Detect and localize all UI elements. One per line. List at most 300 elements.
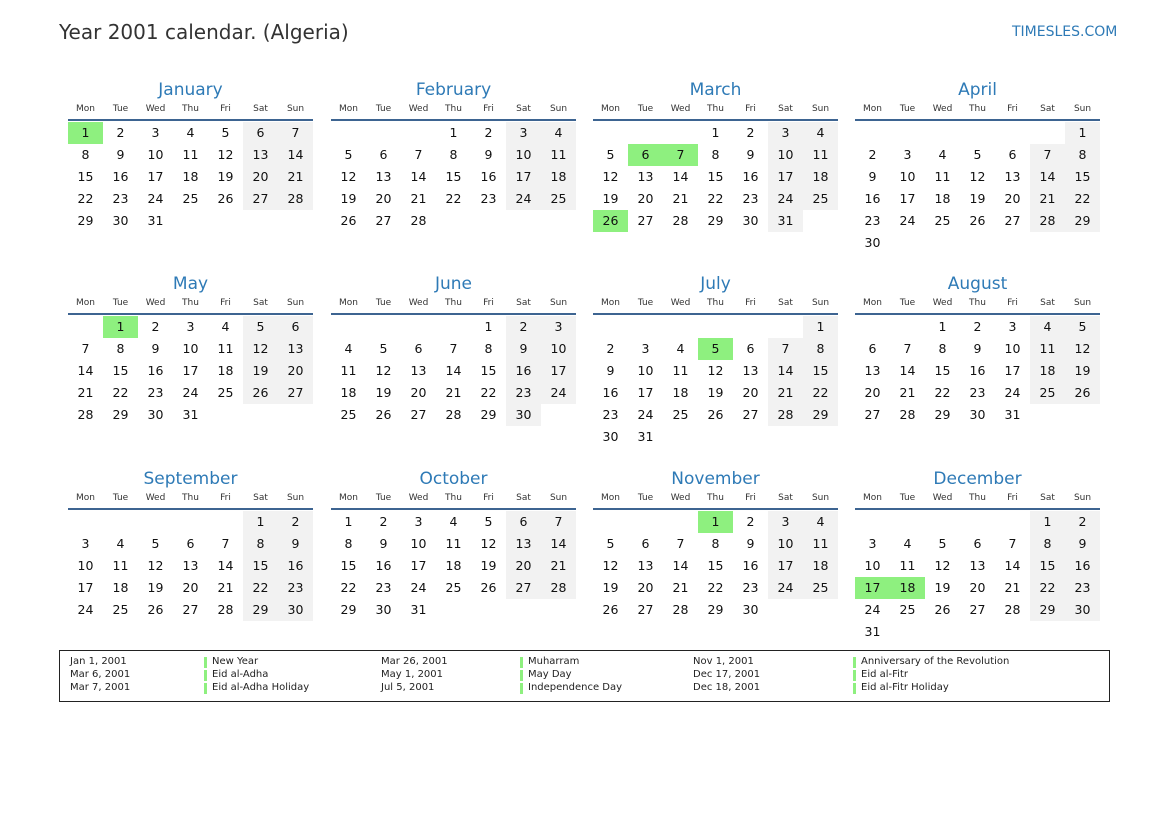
month-name: June	[434, 274, 473, 294]
day-cell: 28	[217, 602, 234, 617]
day-cell: 4	[449, 514, 458, 529]
header-rule	[593, 313, 838, 315]
day-cell: 28	[278, 188, 313, 210]
day-cell: 18	[803, 555, 838, 577]
day-cell: 8	[449, 147, 458, 162]
day-cell: 10	[637, 363, 654, 378]
day-cell: 11	[934, 169, 951, 184]
day-cell: 2	[973, 319, 982, 334]
day-cell: 18	[217, 363, 234, 378]
weekday-header: Mon	[863, 298, 882, 308]
day-cell: 29	[803, 404, 838, 426]
day-cell: 10	[768, 144, 803, 166]
weekday-header: Tue	[637, 104, 654, 114]
day-cell: 20	[243, 166, 278, 188]
day-cell: 23	[147, 385, 164, 400]
day-cell: 13	[243, 144, 278, 166]
day-cell: 10	[864, 558, 881, 573]
weekday-header: Sat	[778, 104, 793, 114]
day-cell: 16	[742, 558, 759, 573]
day-cell: 8	[711, 147, 720, 162]
month-name: December	[933, 469, 1022, 489]
weekday-header: Fri	[483, 298, 494, 308]
weekday-header: Thu	[707, 104, 724, 114]
weekday-header: Fri	[220, 104, 231, 114]
month-name: March	[689, 80, 742, 100]
day-cell: 25	[340, 407, 357, 422]
day-cell: 19	[217, 169, 234, 184]
weekday-header: Fri	[1007, 298, 1018, 308]
day-cell: 1	[243, 511, 278, 533]
day-cell: 15	[445, 169, 462, 184]
day-cell: 7	[278, 122, 313, 144]
day-cell: 17	[768, 166, 803, 188]
header-rule	[331, 119, 576, 121]
legend-holiday-name: Eid al-Fitr	[861, 669, 908, 680]
day-cell: 25	[1030, 382, 1065, 404]
day-cell: 30	[864, 235, 881, 250]
day-cell: 30	[602, 429, 619, 444]
day-cell: 16	[506, 360, 541, 382]
day-cell: 5	[484, 514, 493, 529]
day-cell: 22	[707, 580, 724, 595]
weekday-header: Thu	[969, 104, 986, 114]
day-cell: 2	[868, 147, 877, 162]
day-cell: 22	[707, 191, 724, 206]
weekday-header: Tue	[899, 493, 916, 503]
day-cell: 17	[1004, 363, 1021, 378]
day-cell: 5	[221, 125, 230, 140]
weekday-header: Sat	[516, 493, 531, 503]
day-cell: 27	[243, 188, 278, 210]
day-cell: 12	[602, 169, 619, 184]
day-cell: 8	[484, 341, 493, 356]
day-cell: 17	[899, 191, 916, 206]
holiday-day-cell: 26	[593, 210, 628, 232]
weekday-header: Mon	[339, 104, 358, 114]
weekday-header: Mon	[601, 493, 620, 503]
day-cell: 10	[410, 536, 427, 551]
weekday-header: Sun	[286, 298, 305, 308]
day-cell: 16	[112, 169, 129, 184]
day-cell: 7	[676, 536, 685, 551]
day-cell: 24	[77, 602, 94, 617]
day-cell: 20	[864, 385, 881, 400]
legend-color-marker	[853, 657, 856, 668]
day-cell: 16	[969, 363, 986, 378]
day-cell: 30	[742, 602, 759, 617]
header-rule	[331, 313, 576, 315]
day-cell: 13	[742, 363, 759, 378]
day-cell: 7	[449, 341, 458, 356]
day-cell: 3	[768, 511, 803, 533]
day-cell: 27	[375, 213, 392, 228]
day-cell: 1	[484, 319, 493, 334]
day-cell: 15	[707, 558, 724, 573]
day-cell: 27	[637, 213, 654, 228]
weekday-header: Mon	[76, 493, 95, 503]
weekday-header: Tue	[112, 493, 129, 503]
day-cell: 15	[707, 169, 724, 184]
day-cell: 20	[637, 191, 654, 206]
day-cell: 25	[445, 580, 462, 595]
weekday-header: Fri	[483, 493, 494, 503]
weekday-header: Thu	[445, 104, 462, 114]
day-cell: 16	[375, 558, 392, 573]
day-cell: 11	[217, 341, 234, 356]
day-cell: 1	[449, 125, 458, 140]
day-cell: 24	[768, 577, 803, 599]
day-cell: 14	[77, 363, 94, 378]
day-cell: 6	[746, 341, 755, 356]
weekday-header: Fri	[745, 298, 756, 308]
day-cell: 26	[340, 213, 357, 228]
day-cell: 3	[506, 122, 541, 144]
legend-color-marker	[853, 670, 856, 681]
day-cell: 3	[541, 316, 576, 338]
day-cell: 16	[742, 169, 759, 184]
day-cell: 21	[77, 385, 94, 400]
day-cell: 24	[1004, 385, 1021, 400]
weekday-header: Thu	[707, 493, 724, 503]
day-cell: 6	[186, 536, 195, 551]
day-cell: 6	[641, 536, 650, 551]
weekday-header: Wed	[145, 493, 166, 503]
weekday-header: Wed	[670, 298, 691, 308]
day-cell: 19	[707, 385, 724, 400]
day-cell: 22	[1030, 577, 1065, 599]
day-cell: 27	[410, 407, 427, 422]
day-cell: 17	[768, 555, 803, 577]
day-cell: 15	[803, 360, 838, 382]
header-rule	[593, 119, 838, 121]
legend-holiday-name: New Year	[212, 656, 259, 667]
day-cell: 18	[182, 169, 199, 184]
legend-date: Mar 26, 2001	[381, 656, 448, 667]
day-cell: 21	[899, 385, 916, 400]
day-cell: 20	[182, 580, 199, 595]
day-cell: 21	[410, 191, 427, 206]
day-cell: 7	[414, 147, 423, 162]
day-cell: 26	[602, 602, 619, 617]
day-cell: 22	[112, 385, 129, 400]
day-cell: 22	[934, 385, 951, 400]
day-cell: 16	[864, 191, 881, 206]
weekday-header: Sun	[549, 104, 568, 114]
day-cell: 22	[77, 191, 94, 206]
day-cell: 29	[707, 602, 724, 617]
legend-holiday-name: Eid al-Adha	[212, 669, 269, 680]
day-cell: 2	[506, 316, 541, 338]
day-cell: 13	[278, 338, 313, 360]
day-cell: 21	[1004, 580, 1021, 595]
day-cell: 17	[182, 363, 199, 378]
holiday-day-cell: 18	[890, 577, 925, 599]
legend-date: May 1, 2001	[381, 669, 444, 680]
day-cell: 19	[969, 191, 986, 206]
day-cell: 28	[410, 213, 427, 228]
day-cell: 22	[445, 191, 462, 206]
day-cell: 12	[217, 147, 234, 162]
day-cell: 4	[221, 319, 230, 334]
day-cell: 9	[746, 536, 755, 551]
day-cell: 6	[243, 122, 278, 144]
day-cell: 28	[899, 407, 916, 422]
day-cell: 18	[1030, 360, 1065, 382]
day-cell: 11	[803, 144, 838, 166]
day-cell: 30	[742, 213, 759, 228]
day-cell: 20	[410, 385, 427, 400]
day-cell: 21	[672, 580, 689, 595]
day-cell: 28	[1004, 602, 1021, 617]
day-cell: 23	[742, 580, 759, 595]
legend-color-marker	[204, 657, 207, 668]
holiday-day-cell: 6	[628, 144, 663, 166]
day-cell: 21	[278, 166, 313, 188]
day-cell: 20	[506, 555, 541, 577]
day-cell: 23	[742, 191, 759, 206]
day-cell: 20	[1004, 191, 1021, 206]
weekday-header: Sun	[811, 104, 830, 114]
weekday-header: Mon	[601, 104, 620, 114]
day-cell: 12	[1065, 338, 1100, 360]
weekday-header: Fri	[220, 493, 231, 503]
weekday-header: Thu	[969, 493, 986, 503]
day-cell: 16	[278, 555, 313, 577]
day-cell: 31	[410, 602, 427, 617]
day-cell: 29	[707, 213, 724, 228]
day-cell: 18	[934, 191, 951, 206]
day-cell: 20	[969, 580, 986, 595]
weekday-header: Tue	[899, 298, 916, 308]
day-cell: 24	[637, 407, 654, 422]
weekday-header: Mon	[601, 298, 620, 308]
day-cell: 2	[151, 319, 160, 334]
day-cell: 14	[1004, 558, 1021, 573]
day-cell: 11	[340, 363, 357, 378]
day-cell: 30	[506, 404, 541, 426]
weekday-header: Mon	[863, 104, 882, 114]
day-cell: 10	[541, 338, 576, 360]
weekday-header: Mon	[339, 298, 358, 308]
header-rule	[855, 313, 1100, 315]
weekday-header: Thu	[707, 298, 724, 308]
site-link[interactable]: TIMESLES.COM	[1012, 24, 1118, 40]
day-cell: 2	[379, 514, 388, 529]
day-cell: 21	[445, 385, 462, 400]
day-cell: 20	[278, 360, 313, 382]
day-cell: 27	[969, 602, 986, 617]
day-cell: 15	[1065, 166, 1100, 188]
month-name: May	[172, 274, 209, 294]
day-cell: 4	[186, 125, 195, 140]
day-cell: 4	[541, 122, 576, 144]
day-cell: 23	[506, 382, 541, 404]
weekday-header: Wed	[408, 493, 429, 503]
day-cell: 26	[934, 602, 951, 617]
day-cell: 7	[81, 341, 90, 356]
day-cell: 30	[112, 213, 129, 228]
day-cell: 28	[445, 407, 462, 422]
day-cell: 8	[243, 533, 278, 555]
day-cell: 10	[77, 558, 94, 573]
day-cell: 27	[742, 407, 759, 422]
day-cell: 24	[768, 188, 803, 210]
day-cell: 3	[414, 514, 423, 529]
weekday-header: Tue	[899, 104, 916, 114]
day-cell: 8	[344, 536, 353, 551]
holiday-day-cell: 7	[663, 144, 698, 166]
weekday-header: Sun	[549, 298, 568, 308]
day-cell: 23	[602, 407, 619, 422]
month-name: October	[419, 469, 488, 489]
day-cell: 3	[1008, 319, 1017, 334]
day-cell: 3	[768, 122, 803, 144]
day-cell: 30	[969, 407, 986, 422]
day-cell: 12	[934, 558, 951, 573]
day-cell: 11	[112, 558, 129, 573]
day-cell: 23	[480, 191, 497, 206]
header-rule	[855, 508, 1100, 510]
day-cell: 5	[606, 536, 615, 551]
day-cell: 29	[1030, 599, 1065, 621]
weekday-header: Fri	[1007, 104, 1018, 114]
day-cell: 29	[1065, 210, 1100, 232]
weekday-header: Sat	[1040, 493, 1055, 503]
day-cell: 29	[934, 407, 951, 422]
day-cell: 28	[672, 213, 689, 228]
weekday-header: Sat	[253, 493, 268, 503]
day-cell: 18	[445, 558, 462, 573]
day-cell: 22	[243, 577, 278, 599]
day-cell: 17	[637, 385, 654, 400]
header-rule	[68, 119, 313, 121]
day-cell: 17	[147, 169, 164, 184]
weekday-header: Mon	[863, 493, 882, 503]
day-cell: 5	[973, 147, 982, 162]
day-cell: 12	[480, 536, 497, 551]
weekday-header: Tue	[375, 298, 392, 308]
day-cell: 7	[1008, 536, 1017, 551]
weekday-header: Wed	[145, 298, 166, 308]
day-cell: 15	[934, 363, 951, 378]
weekday-header: Tue	[112, 104, 129, 114]
day-cell: 11	[1030, 338, 1065, 360]
day-cell: 31	[182, 407, 199, 422]
day-cell: 19	[147, 580, 164, 595]
weekday-header: Thu	[445, 493, 462, 503]
day-cell: 6	[868, 341, 877, 356]
day-cell: 8	[803, 338, 838, 360]
day-cell: 3	[868, 536, 877, 551]
day-cell: 23	[1065, 577, 1100, 599]
day-cell: 25	[217, 385, 234, 400]
day-cell: 15	[340, 558, 357, 573]
weekday-header: Fri	[1007, 493, 1018, 503]
day-cell: 11	[445, 536, 462, 551]
day-cell: 5	[938, 536, 947, 551]
weekday-header: Sun	[286, 104, 305, 114]
day-cell: 9	[868, 169, 877, 184]
day-cell: 20	[375, 191, 392, 206]
day-cell: 3	[151, 125, 160, 140]
day-cell: 10	[182, 341, 199, 356]
day-cell: 18	[803, 166, 838, 188]
day-cell: 12	[147, 558, 164, 573]
header-rule	[68, 313, 313, 315]
legend-date: Dec 17, 2001	[693, 669, 761, 680]
day-cell: 14	[445, 363, 462, 378]
weekday-header: Sat	[1040, 104, 1055, 114]
day-cell: 19	[602, 580, 619, 595]
weekday-header: Wed	[932, 298, 953, 308]
day-cell: 19	[1065, 360, 1100, 382]
weekday-header: Sat	[516, 298, 531, 308]
weekday-header: Sun	[811, 493, 830, 503]
day-cell: 29	[112, 407, 129, 422]
day-cell: 26	[969, 213, 986, 228]
day-cell: 19	[480, 558, 497, 573]
day-cell: 4	[116, 536, 125, 551]
weekday-header: Mon	[76, 104, 95, 114]
day-cell: 26	[217, 191, 234, 206]
day-cell: 5	[151, 536, 160, 551]
page-title: Year 2001 calendar. (Algeria)	[59, 20, 349, 44]
day-cell: 26	[375, 407, 392, 422]
day-cell: 27	[864, 407, 881, 422]
day-cell: 7	[541, 511, 576, 533]
weekday-header: Tue	[637, 298, 654, 308]
legend-date: Mar 7, 2001	[70, 682, 131, 693]
day-cell: 14	[1030, 166, 1065, 188]
day-cell: 23	[864, 213, 881, 228]
day-cell: 12	[340, 169, 357, 184]
legend-date: Dec 18, 2001	[693, 682, 761, 693]
day-cell: 1	[938, 319, 947, 334]
weekday-header: Wed	[145, 104, 166, 114]
day-cell: 4	[676, 341, 685, 356]
legend-color-marker	[204, 670, 207, 681]
day-cell: 13	[375, 169, 392, 184]
day-cell: 19	[375, 385, 392, 400]
day-cell: 2	[278, 511, 313, 533]
day-cell: 27	[1004, 213, 1021, 228]
weekday-header: Tue	[637, 493, 654, 503]
day-cell: 7	[768, 338, 803, 360]
day-cell: 8	[1030, 533, 1065, 555]
day-cell: 14	[541, 533, 576, 555]
day-cell: 6	[506, 511, 541, 533]
holiday-legend	[59, 650, 1110, 702]
weekday-header: Wed	[408, 298, 429, 308]
day-cell: 14	[217, 558, 234, 573]
weekday-header: Thu	[182, 298, 199, 308]
day-cell: 2	[746, 514, 755, 529]
day-cell: 13	[182, 558, 199, 573]
day-cell: 16	[1065, 555, 1100, 577]
day-cell: 13	[637, 169, 654, 184]
weekday-header: Thu	[182, 493, 199, 503]
holiday-day-cell: 1	[698, 511, 733, 533]
day-cell: 21	[541, 555, 576, 577]
legend-holiday-name: Independence Day	[528, 682, 623, 693]
day-cell: 26	[243, 382, 278, 404]
day-cell: 21	[217, 580, 234, 595]
day-cell: 18	[112, 580, 129, 595]
day-cell: 4	[803, 122, 838, 144]
legend-color-marker	[853, 683, 856, 694]
legend-date: Jul 5, 2001	[381, 682, 435, 693]
